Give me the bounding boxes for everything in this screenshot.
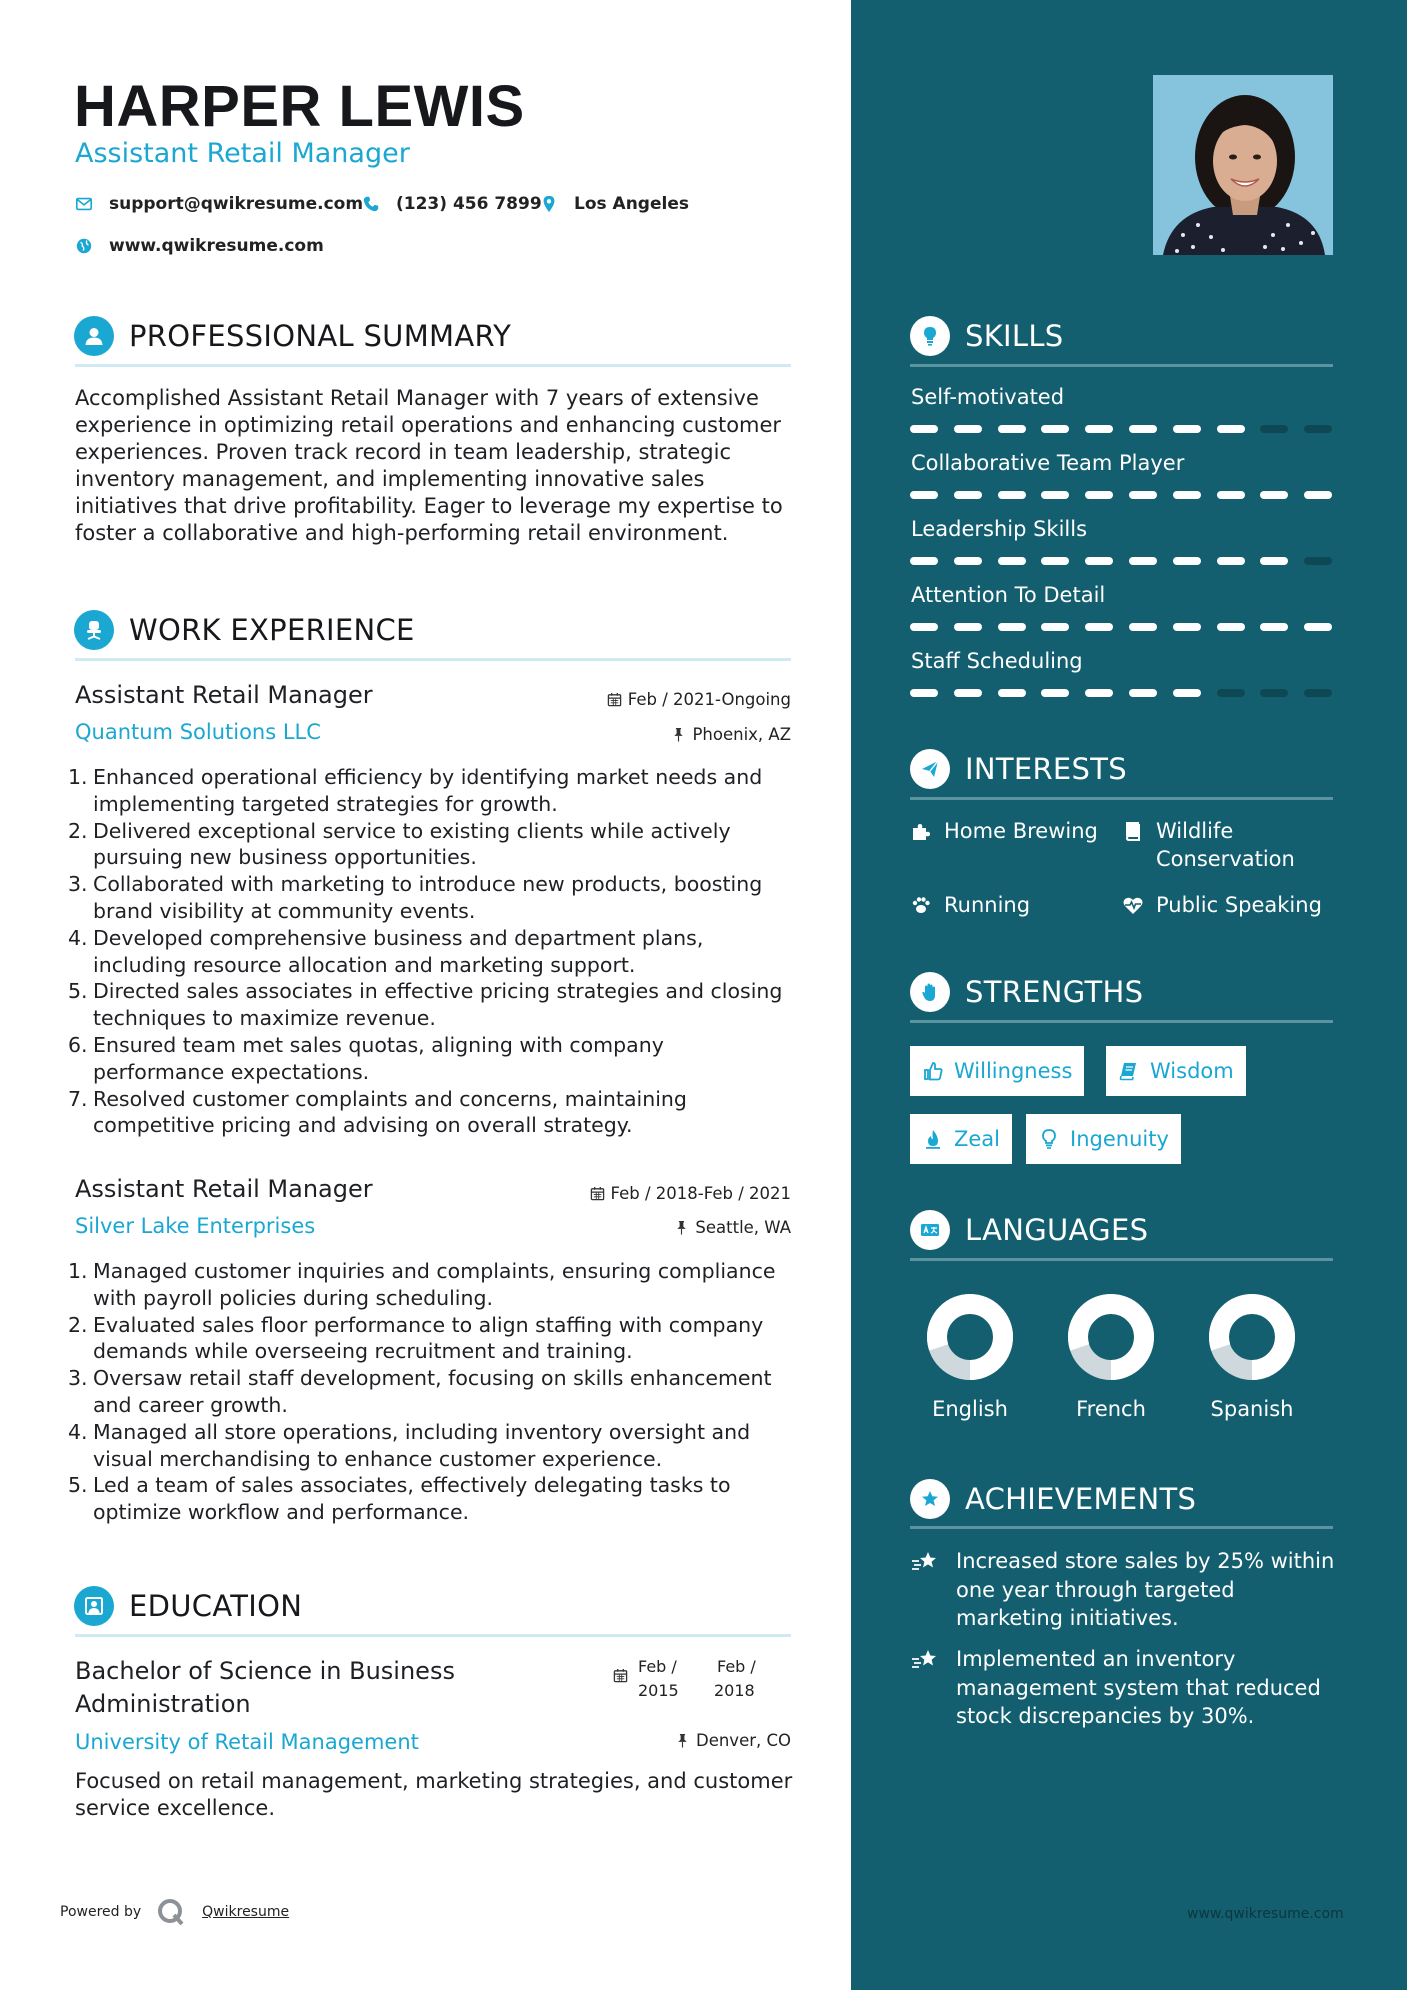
skill-dash-filled <box>1085 689 1113 697</box>
skill-dash-empty <box>1217 689 1245 697</box>
job-location: Seattle, WA <box>674 1218 791 1237</box>
strength-tag: Ingenuity <box>1026 1114 1181 1164</box>
list-item: 2. Evaluated sales floor performance to align staffing with company demands while overseeing recruitment and training. <box>68 1312 764 1364</box>
job-company: Quantum Solutions LLC <box>75 720 321 744</box>
education-heading <box>74 1586 302 1626</box>
skill-dash-filled <box>1173 689 1201 697</box>
skill-dash-filled <box>1260 623 1288 631</box>
book-icon <box>1122 820 1144 842</box>
skills-heading <box>910 316 1064 356</box>
contact-email[interactable] <box>75 194 363 214</box>
candidate-title: Assistant Retail Manager <box>75 138 410 169</box>
list-item: 1. Enhanced operational efficiency by identifying market needs and implementing targeted strategies for growth. <box>68 765 763 816</box>
location-text: Los Angeles <box>574 194 689 214</box>
contact-location <box>540 194 689 214</box>
hand-icon <box>910 972 950 1012</box>
website-text: www.qwikresume.com <box>109 236 324 256</box>
list-item: 6. Ensured team met sales quotas, aligning with company performance expectations. <box>68 1032 664 1084</box>
languages-title: LANGUAGES <box>965 1213 1149 1247</box>
skill-dash-filled <box>1217 491 1245 499</box>
skill-dash-filled <box>998 689 1026 697</box>
skill-dash-filled <box>954 425 982 433</box>
strength-tag: Zeal <box>910 1114 1012 1164</box>
calendar-icon <box>607 692 622 707</box>
achievement-item: Implemented an inventory management system that reduced stock discrepancies by 30%. <box>910 1645 1335 1731</box>
strength-tag: Wisdom <box>1106 1046 1246 1096</box>
skill-dash-filled <box>1085 491 1113 499</box>
interests-divider <box>910 797 1333 800</box>
graduate-icon <box>74 1586 114 1626</box>
fire-icon <box>922 1128 944 1150</box>
experience-heading <box>74 610 415 650</box>
skill-meter <box>910 491 1348 499</box>
language-label: English <box>932 1397 1008 1421</box>
language-item <box>920 1294 1020 1421</box>
language-icon <box>910 1210 950 1250</box>
skill-dash-filled <box>1129 425 1157 433</box>
list-item: 4. Managed all store operations, including inventory oversight and visual merchandising to enhance customer experience. <box>68 1419 751 1471</box>
office-chair-icon <box>74 610 114 650</box>
skill-dash-empty <box>1260 689 1288 697</box>
job-role: Assistant Retail Manager <box>75 681 373 709</box>
lightbulb-icon <box>1038 1128 1060 1150</box>
school: University of Retail Management <box>75 1730 419 1754</box>
skill-dash-filled <box>1129 623 1157 631</box>
skill-dash-filled <box>1085 557 1113 565</box>
skill-dash-filled <box>954 623 982 631</box>
skill-dash-filled <box>1173 491 1201 499</box>
degree: Bachelor of Science in Business Administration <box>75 1657 455 1718</box>
skill-dash-empty <box>1304 425 1332 433</box>
achievements-heading <box>910 1479 1196 1519</box>
strengths-title: STRENGTHS <box>965 975 1144 1009</box>
email-text: support@qwikresume.com <box>109 194 364 214</box>
skill-name: Leadership Skills <box>911 517 1088 541</box>
skill-dash-filled <box>910 425 938 433</box>
skill-dash-filled <box>910 491 938 499</box>
edu-start-date: Feb / 2015 <box>638 1657 679 1700</box>
list-item: 2. Delivered exceptional service to existing clients while actively pursuing new business opportunities. <box>68 818 731 870</box>
skill-dash-filled <box>1041 557 1069 565</box>
skill-dash-empty <box>1304 689 1332 697</box>
skills-title: SKILLS <box>965 319 1064 353</box>
summary-heading <box>74 316 511 356</box>
shooting-star-icon <box>910 1549 940 1577</box>
education-title: EDUCATION <box>129 1589 303 1623</box>
summary-title: PROFESSIONAL SUMMARY <box>129 319 512 353</box>
skill-dash-empty <box>1260 425 1288 433</box>
languages-heading <box>910 1210 1148 1250</box>
profile-photo <box>1153 75 1333 255</box>
interests-title: INTERESTS <box>965 752 1127 786</box>
skill-dash-filled <box>954 491 982 499</box>
paper-plane-icon <box>910 749 950 789</box>
interest-item: Running <box>910 891 1030 919</box>
footer-brand-link[interactable]: Qwikresume <box>202 1904 290 1920</box>
skill-dash-filled <box>1129 689 1157 697</box>
thumbs-up-icon <box>922 1060 944 1082</box>
achievements-title: ACHIEVEMENTS <box>965 1482 1197 1516</box>
skills-divider <box>910 364 1333 367</box>
skill-dash-filled <box>1260 491 1288 499</box>
skill-dash-filled <box>1085 623 1113 631</box>
contact-phone[interactable] <box>362 194 542 214</box>
summary-divider <box>75 364 791 367</box>
skill-dash-filled <box>1173 557 1201 565</box>
interest-item: Public Speaking <box>1122 891 1322 919</box>
edu-location: Denver, CO <box>675 1731 791 1750</box>
calendar-icon <box>613 1668 628 1683</box>
skill-dash-filled <box>1304 491 1332 499</box>
job-dates: Feb / 2021-Ongoing <box>607 690 791 709</box>
skill-dash-filled <box>1041 491 1069 499</box>
language-ring <box>927 1294 1013 1380</box>
skill-dash-filled <box>1173 623 1201 631</box>
skill-meter <box>910 689 1348 697</box>
job-bullets <box>68 764 798 1139</box>
skill-name: Attention To Detail <box>911 583 1106 607</box>
list-item: 4. Developed comprehensive business and department plans, including resource allocation and marketing support. <box>68 925 704 977</box>
interests-heading <box>910 749 1127 789</box>
language-ring <box>1068 1294 1154 1380</box>
skill-name: Self-motivated <box>911 385 1065 409</box>
experience-divider <box>75 658 791 661</box>
list-item: 7. Resolved customer complaints and concerns, maintaining competitive pricing and advising on overall strategy. <box>68 1086 687 1138</box>
experience-title: WORK EXPERIENCE <box>129 613 415 647</box>
heartbeat-icon <box>1122 894 1144 916</box>
strength-tag: Willingness <box>910 1046 1084 1096</box>
edu-end-date: Feb / 2018 <box>714 1657 756 1700</box>
paw-icon <box>910 894 932 916</box>
job-location: Phoenix, AZ <box>671 725 791 744</box>
skill-dash-filled <box>1217 557 1245 565</box>
skill-dash-filled <box>910 623 938 631</box>
puzzle-icon <box>910 820 932 842</box>
skill-dash-filled <box>954 689 982 697</box>
skill-name: Staff Scheduling <box>911 649 1083 673</box>
language-label: Spanish <box>1210 1397 1294 1421</box>
skill-dash-filled <box>998 557 1026 565</box>
shooting-star-icon <box>910 1647 940 1675</box>
envelope-icon <box>75 195 93 213</box>
pushpin-icon <box>674 1220 689 1235</box>
map-marker-icon <box>540 195 558 213</box>
list-item: 5. Led a team of sales associates, effectively delegating tasks to optimize workflow and performance. <box>68 1473 731 1525</box>
languages-divider <box>910 1258 1333 1261</box>
skill-dash-filled <box>1041 623 1069 631</box>
interest-item: Home Brewing <box>910 817 1098 845</box>
language-item <box>1202 1294 1302 1421</box>
skill-dash-empty <box>1304 557 1332 565</box>
pushpin-icon <box>675 1733 690 1748</box>
summary-text: Accomplished Assistant Retail Manager with 7 years of extensive experience in optimizing retail operations and enhancing customer experiences. Proven track record in team leadership, strategic inventory management, and implementing innovative sales initiatives that drive profitability. Eager to leverage my expertise to foster a collaborative and high-performing retail environment. <box>75 386 783 545</box>
pushpin-icon <box>671 727 686 742</box>
skill-dash-filled <box>1129 491 1157 499</box>
star-badge-icon <box>910 1479 950 1519</box>
skill-dash-filled <box>1173 425 1201 433</box>
language-label: French <box>1076 1397 1146 1421</box>
strengths-divider <box>910 1020 1333 1023</box>
list-item: 5. Directed sales associates in effective pricing strategies and closing techniques to maximize revenue. <box>68 979 783 1031</box>
skill-dash-filled <box>954 557 982 565</box>
skill-dash-filled <box>1129 557 1157 565</box>
education-description: Focused on retail management, marketing strategies, and customer service excellence. <box>75 1769 793 1820</box>
skill-dash-filled <box>1041 689 1069 697</box>
language-ring <box>1209 1294 1295 1380</box>
phone-text: (123) 456 7899 <box>396 194 542 214</box>
skill-dash-filled <box>1217 623 1245 631</box>
calendar-icon <box>590 1186 605 1201</box>
contact-website[interactable] <box>75 236 324 256</box>
skill-meter <box>910 623 1348 631</box>
skill-dash-filled <box>910 557 938 565</box>
footer-url[interactable]: www.qwikresume.com <box>1187 1906 1344 1922</box>
skill-meter <box>910 425 1348 433</box>
skill-dash-filled <box>910 689 938 697</box>
skill-dash-filled <box>998 623 1026 631</box>
skill-name: Collaborative Team Player <box>911 451 1185 475</box>
globe-icon <box>75 237 93 255</box>
candidate-name: HARPER LEWIS <box>74 74 525 139</box>
skill-meter <box>910 557 1348 565</box>
skill-dash-filled <box>998 491 1026 499</box>
user-icon <box>74 316 114 356</box>
achievement-item: Increased store sales by 25% within one year through targeted marketing initiatives. <box>910 1547 1335 1633</box>
list-item: 3. Oversaw retail staff development, focusing on skills enhancement and career growth. <box>68 1366 772 1417</box>
language-item <box>1061 1294 1161 1421</box>
skill-dash-filled <box>1260 557 1288 565</box>
skill-dash-filled <box>1085 425 1113 433</box>
strengths-heading <box>910 972 1143 1012</box>
job-bullets <box>68 1258 798 1526</box>
lightbulb-icon <box>910 316 950 356</box>
skill-dash-filled <box>998 425 1026 433</box>
phone-icon <box>362 195 380 213</box>
job-dates: Feb / 2018-Feb / 2021 <box>590 1184 791 1203</box>
education-divider <box>75 1634 791 1637</box>
skill-dash-filled <box>1304 623 1332 631</box>
list-item: 1. Managed customer inquiries and complaints, ensuring compliance with payroll policies during scheduling. <box>68 1259 776 1310</box>
book-icon <box>1118 1060 1140 1082</box>
job-role: Assistant Retail Manager <box>75 1175 373 1203</box>
footer-powered-by: Powered by Qwikresume <box>60 1897 289 1927</box>
skill-dash-filled <box>1217 425 1245 433</box>
achievements-divider <box>910 1526 1333 1529</box>
qwikresume-logo-icon <box>156 1897 186 1927</box>
job-company: Silver Lake Enterprises <box>75 1214 316 1238</box>
interest-item: Wildlife Conservation <box>1122 817 1337 873</box>
list-item: 3. Collaborated with marketing to introduce new products, boosting brand visibility at community events. <box>68 872 763 923</box>
skill-dash-filled <box>1041 425 1069 433</box>
